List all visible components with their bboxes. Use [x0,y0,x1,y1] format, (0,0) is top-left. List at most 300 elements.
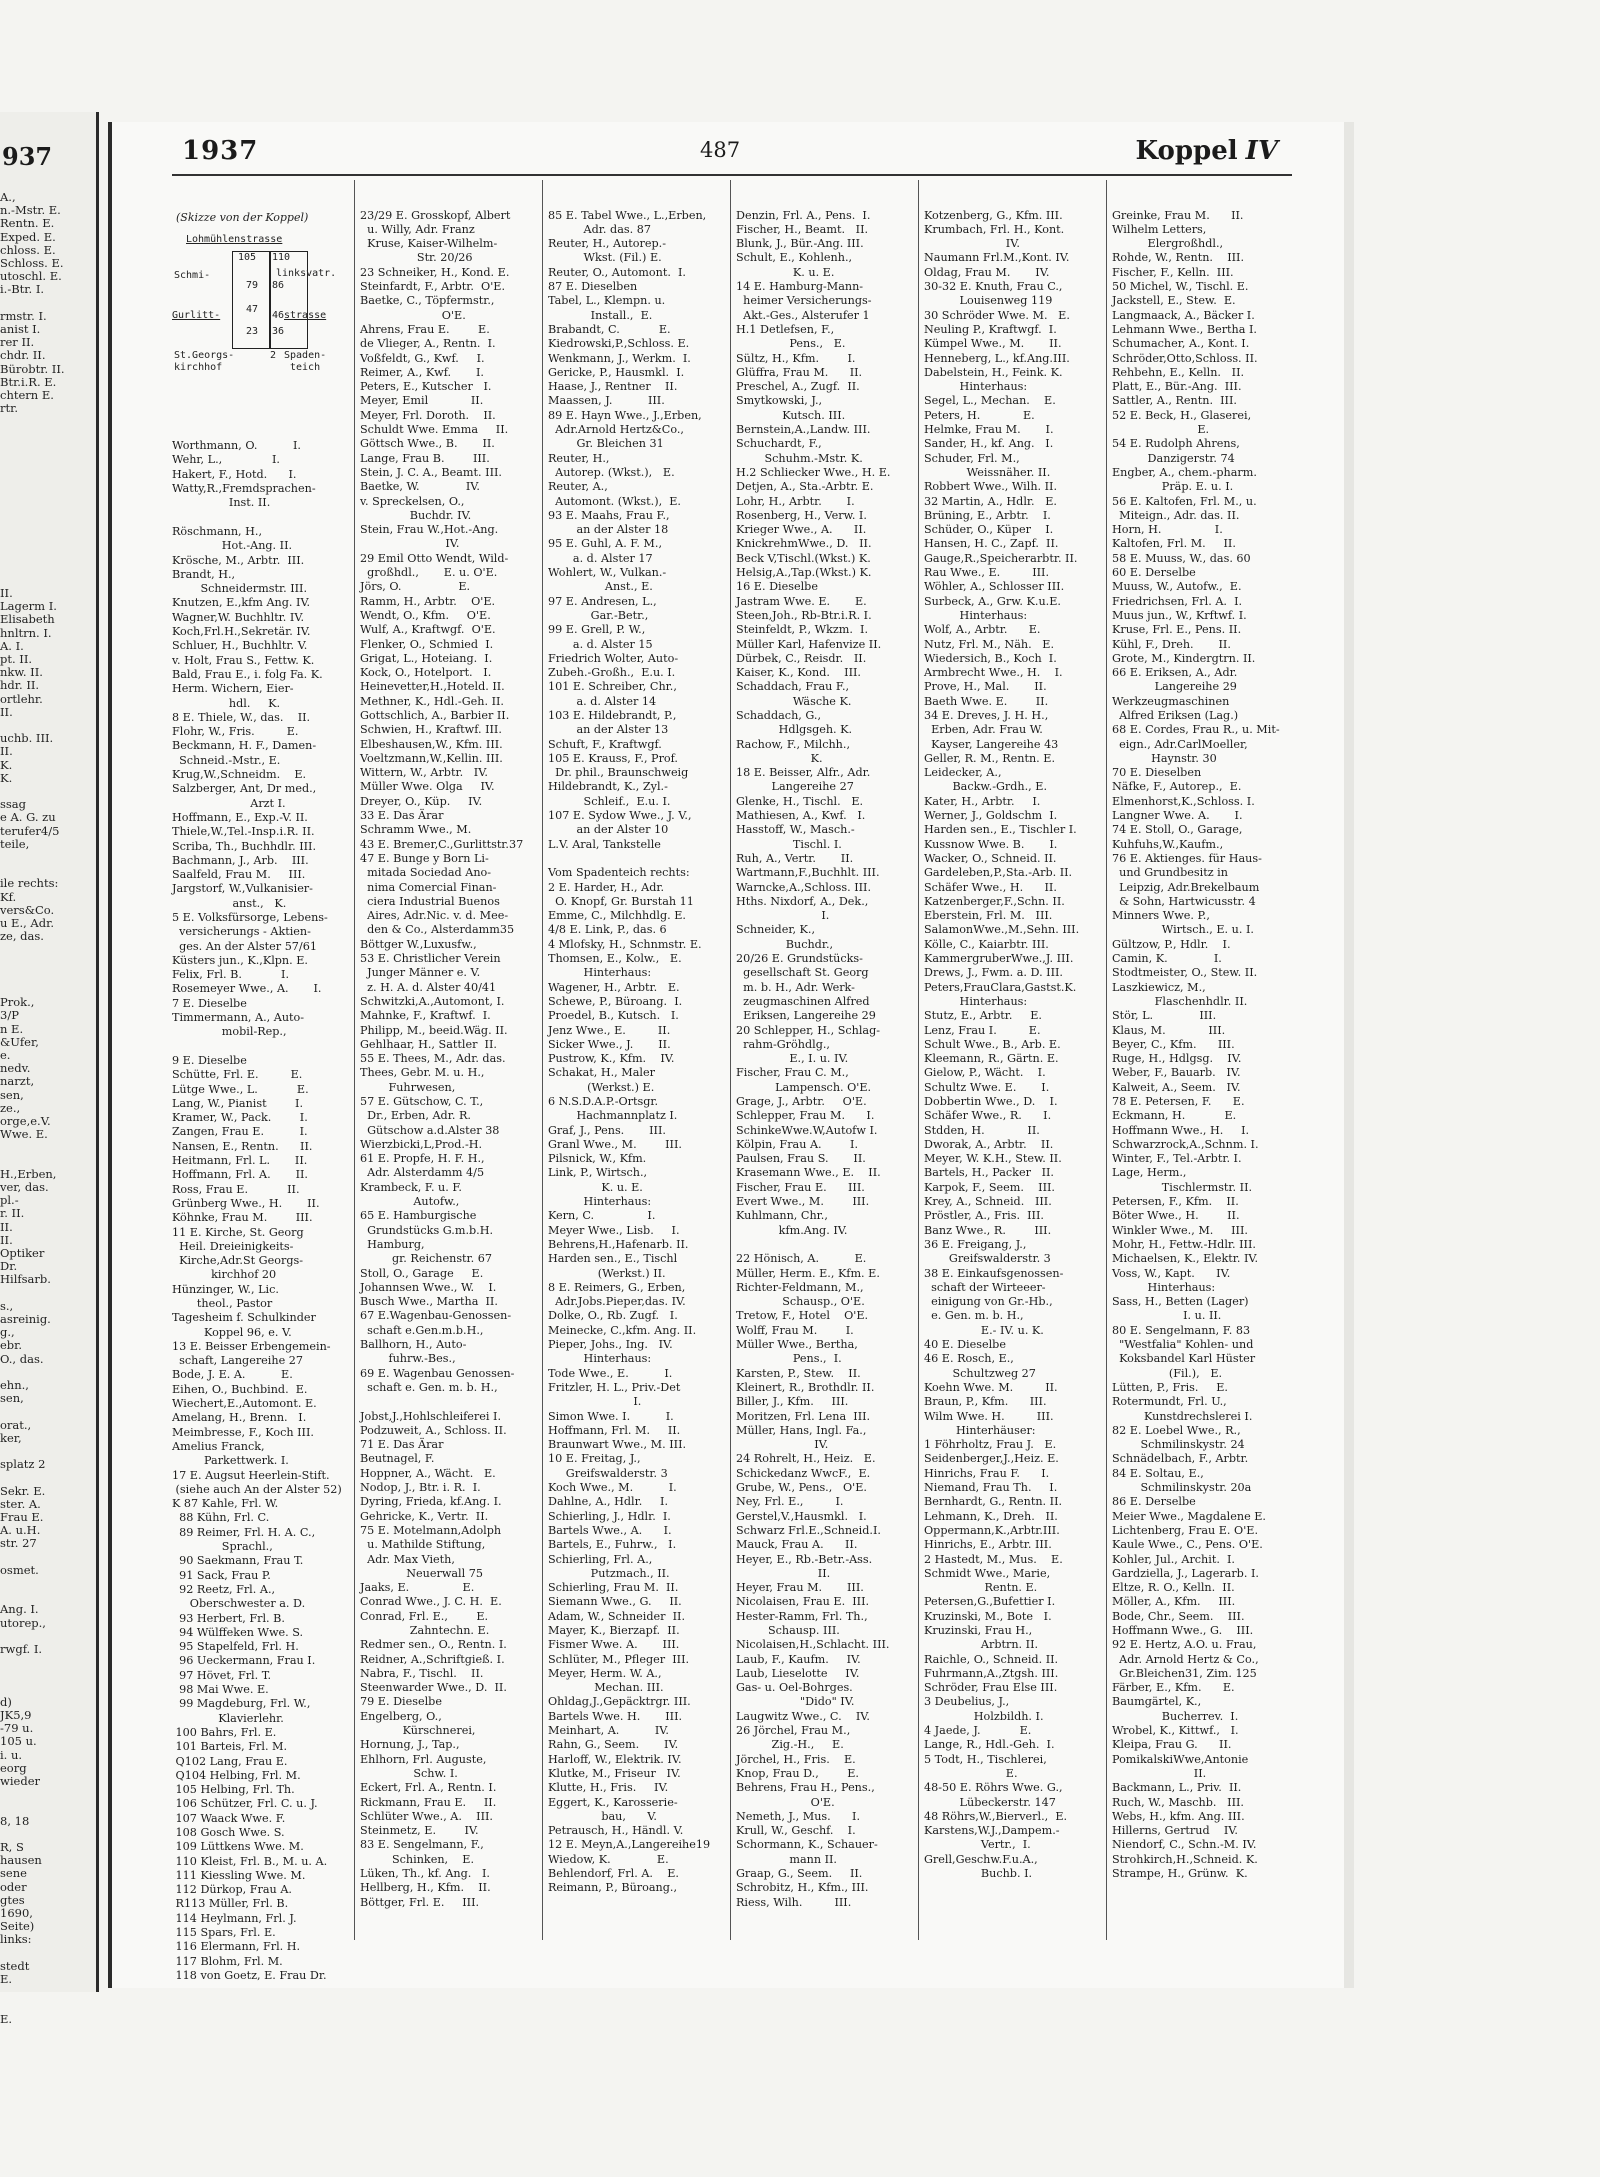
directory-line: 85 E. Tabel Wwe., L.,Erben, [548,208,707,222]
directory-line: Richter-Feldmann, M., [736,1280,864,1294]
directory-line: Heil. Dreieinigkeits- [172,1239,294,1253]
directory-line: bau, V. [548,1809,657,1823]
left-page-line: hausen [0,1853,42,1868]
directory-line: Graf, J., Pens. III. [548,1123,666,1137]
directory-line: Wittern, W., Arbtr. IV. [360,766,488,780]
directory-line: Hinterhaus: [548,966,652,980]
directory-line: Grage, J., Arbtr. O'E. [736,1095,867,1108]
directory-line: u. Willy, Adr. Franz [360,222,475,236]
directory-line: Reidner, A.,Schriftgieß. I. [360,1652,505,1666]
left-page-line: Seite) [0,1919,35,1934]
left-page-line: K. [0,770,13,785]
directory-line: Klutke, M., Friseur IV. [548,1766,681,1780]
column-divider [1106,180,1107,1940]
directory-line: Podzuweit, A., Schloss. II. [360,1423,507,1437]
directory-line: Müller, Herm. E., Kfm. E. [736,1266,880,1280]
directory-line: Reuter, A., [548,480,608,494]
directory-line: Wulf, A., Kraftwgf. O'E. [360,623,496,637]
map-label-schmi: Schmi- [174,269,211,281]
directory-line: schaft e. Gen. m. b. H., [360,1380,498,1394]
directory-line: Behlendorf, Frl. A. E. [548,1867,679,1881]
directory-line: Vom Spadenteich rechts: [548,866,690,880]
directory-line: Dyring, Frieda, kf.Ang. I. [360,1495,502,1509]
directory-line: Schierling, Frau M. II. [548,1581,679,1595]
directory-line: Pröstler, A., Fris. III. [924,1209,1044,1223]
directory-line: Koch,Frl.H.,Sekretär. IV. [172,625,311,639]
directory-line: Tischl. I. [736,837,842,851]
directory-line: Hinterhäuser: [924,1423,1036,1437]
directory-line: 110 Kleist, Frl. B., M. u. A. [172,1854,328,1868]
directory-line: Kaiser, K., Kond. III. [736,666,861,680]
directory-line: Gielow, P., Wächt. I. [924,1066,1046,1080]
directory-line: Gericke, P., Hausmkl. I. [548,365,685,379]
directory-line: 50 Michel, W., Tischl. E. [1112,280,1249,294]
directory-line: Rachow, F., Milchh., [736,737,851,751]
directory-line: Thiele,W.,Tel.-Insp.i.R. II. [172,825,315,839]
left-page-line: pt. II. [0,652,33,666]
directory-line: zeugmaschinen Alfred [736,994,870,1008]
directory-line: Kotzenberg, G., Kfm. III. [924,208,1063,222]
directory-line: Tretow, F., Hotel O'E. [736,1309,869,1323]
directory-line: 4 Mlofsky, H., Schnmstr. E. [548,937,702,951]
directory-line: Ross, Frau E. II. [172,1182,300,1196]
directory-line: Schumacher, A., Kont. I. [1112,337,1250,351]
directory-line: Platt, E., Bür.-Ang. III. [1112,380,1242,394]
directory-line: Granl Wwe., M. III. [548,1137,682,1151]
directory-line: 11 E. Kirche, St. Georg [172,1225,304,1239]
directory-line: Hinrichs, Frau F. I. [924,1466,1050,1480]
page-heading [1136,136,1279,166]
directory-line: "Dido" IV. [736,1695,855,1709]
left-page-line: Optiker [0,1246,45,1260]
directory-line: (siehe auch An der Alster 52) [172,1482,342,1496]
page-number: 487 [700,138,741,162]
directory-line: Fischer, Frau C. M., [736,1066,849,1080]
directory-line: Greinke, Frau M. II. [1112,208,1244,222]
directory-line: Sander, H., kf. Ang. I. [924,437,1054,451]
directory-line: 4/8 E. Link, P., das. 6 [548,923,667,937]
left-page-line: narzt, [0,1074,35,1089]
left-page-line: &Ufer, [0,1034,39,1049]
column-3 [548,180,724,1940]
directory-line: Wöhler, A., Schlosser III. [924,580,1065,594]
directory-line: 92 Reetz, Frl. A., [172,1582,276,1596]
directory-line: Hünzinger, W., Lic. [172,1282,279,1296]
directory-line: Eihen, O., Buchbind. E. [172,1382,308,1396]
directory-line: 46 E. Rosch, E., [924,1352,1014,1366]
directory-line: Kaltofen, Frl. M. II. [1112,537,1236,551]
directory-line: 71 E. Das Ärar [360,1438,444,1452]
directory-line: Zubeh.-Großh., E.u. I. [548,666,676,680]
directory-line: Gr. Bleichen 31 [548,437,664,451]
directory-line: 112 Dürkop, Frau A. [172,1883,292,1897]
directory-line: Naumann Frl.M.,Kont. IV. [924,251,1070,265]
directory-line: Pieper, Johs., Ing. IV. [548,1338,673,1352]
directory-line: Bode, Chr., Seem. III. [1112,1609,1245,1623]
directory-line: Klutte, H., Fris. IV. [548,1781,669,1795]
directory-line: 91 Sack, Frau P. [172,1568,271,1582]
directory-line: Dabelstein, H., Feink. K. [924,365,1063,379]
directory-line: 67 E.Wagenbau-Genossen- [360,1309,512,1323]
directory-line: 6 N.S.D.A.P.-Ortsgr. [548,1095,659,1108]
directory-line: Wiedersich, B., Koch I. [924,651,1057,665]
directory-line: Kaule Wwe., C., Pens. O'E. [1112,1538,1263,1552]
directory-line: Wolff, Frau M. I. [736,1323,854,1337]
left-page-line: r. II. [0,1206,25,1221]
column-3-lines [548,209,724,1896]
directory-line: Ruge, H., Hdlgsg. IV. [1112,1052,1242,1066]
directory-line: Schultz Wwe. E. I. [924,1080,1050,1094]
directory-line: Eberstein, Frl. M. III. [924,909,1053,923]
directory-line: Schlüter, M., Pfleger III. [548,1652,690,1666]
left-page-line: i. u. [0,1747,23,1762]
directory-line: Rentn. E. [924,1581,1038,1595]
directory-line: Wagener, H., Arbtr. E. [548,980,680,994]
directory-line: 107 Waack Wwe. F. [172,1811,286,1825]
directory-line: Oppermann,K.,Arbtr.III. [924,1523,1060,1537]
left-page-line: sen, [0,1087,24,1102]
directory-line: 86 E. Derselbe [1112,1495,1196,1509]
directory-line: Rotermundt, Frl. U., [1112,1395,1227,1409]
directory-line: Böttger, Frl. E. III. [360,1895,480,1909]
directory-line: Lange, R., Hdl.-Geh. I. [924,1738,1055,1752]
directory-line: 69 E. Wagenbau Genossen- [360,1366,515,1380]
directory-line: 99 Magdeburg, Frl. W., [172,1697,311,1711]
left-page-line: A., [0,190,16,204]
directory-line: Ruch, W., Maschb. III. [1112,1795,1244,1809]
directory-line: Buchdr., [736,937,834,951]
directory-line: Strampe, H., Grünw. K. [1112,1867,1248,1881]
directory-line: Gardeleben,P.,Sta.-Arb. II. [924,866,1073,880]
directory-line: 29 Emil Otto Wendt, Wild- [360,551,509,565]
directory-line: m. b. H., Adr. Werk- [736,980,855,994]
directory-line: Hinterhaus: [548,1352,652,1366]
page-heading-numeral: IV [1245,136,1278,166]
directory-page [108,122,1348,1988]
directory-line: 80 E. Sengelmann, F. 83 [1112,1323,1251,1337]
directory-line: Robbert Wwe., Wilh. II. [924,480,1058,494]
directory-line: Schröder, Frau Else III. [924,1681,1058,1695]
directory-line: Schmilinskystr. 20a [1112,1481,1252,1495]
directory-line: Tabel, L., Klempn. u. [548,294,666,308]
directory-line: Holzbildh. I. [924,1709,1044,1723]
directory-line: Meyer, W. K.H., Stew. II. [924,1152,1062,1166]
directory-line: Langereihe 27 [736,780,854,794]
directory-line: de Vlieger, A., Rentn. I. [360,337,496,351]
directory-line: Greifswalderstr. 3 [924,1252,1051,1266]
directory-line: Schlüter Wwe., A. III. [360,1809,493,1823]
directory-line: Hths. Nixdorf, A., Dek., [736,894,869,908]
directory-line: Heyer, E., Rb.-Betr.-Ass. [736,1552,873,1566]
directory-line: Schult Wwe., B., Arb. E. [924,1037,1061,1051]
directory-line: gesellschaft St. Georg [736,966,869,980]
left-page-line: hnltrn. I. [0,625,52,640]
directory-line: Kleemann, R., Gärtn. E. [924,1052,1059,1066]
directory-line: Schuhm.-Mstr. K. [736,451,863,465]
directory-line: Stdden, H. II. [924,1123,1040,1137]
page-edge-shadow [1344,122,1354,1988]
left-page-line: nedv. [0,1061,31,1076]
directory-line: Krumbach, Frl. H., Kont. [924,222,1065,236]
map-label-23: 23 [246,325,259,337]
directory-line: Kater, H., Arbtr. I. [924,794,1041,808]
map-label-47: 47 [246,303,259,315]
directory-line: Grote, M., Kindergtrn. II. [1112,651,1256,665]
directory-line: Watty,R.,Fremdsprachen- [172,482,316,496]
directory-line: Reuter, H., Autorep.- [548,237,667,251]
directory-line: Bode, J. E. A. E. [172,1368,293,1382]
directory-line: 68 E. Cordes, Frau R., u. Mit- [1112,723,1280,737]
directory-line: Gerstel,V.,Hausmkl. I. [736,1509,867,1523]
directory-line: Peters,FrauClara,Gastst.K. [924,980,1077,994]
directory-line: I. u. II. [1112,1309,1222,1323]
koppel-sketch-map [172,211,337,403]
directory-line: Schramm Wwe., M. [360,823,472,837]
left-page-line: ortlehr. [0,691,43,706]
map-label-gurlitt: Gurlitt- [172,309,221,321]
directory-line: Meyer, Herm. W. A., [548,1666,662,1680]
directory-line: K. u. E. [736,265,835,279]
directory-line: Petrausch, H., Händl. V. [548,1824,684,1838]
left-page-line: -79 u. [0,1721,34,1736]
directory-line: Emme, C., Milchhdlg. E. [548,909,686,923]
directory-line: Reuter, H., [548,451,610,465]
directory-line: Wirtsch., E. u. I. [1112,923,1254,937]
directory-line: Harloff, W., Elektrik. IV. [548,1752,682,1766]
directory-line: Wolf, A., Arbtr. E. [924,623,1041,637]
directory-line: Schluer, H., Buchhltr. V. [172,639,308,653]
directory-columns [172,180,1292,1982]
directory-line: Hinterhaus: [924,380,1028,394]
left-page-line: Elisabeth [0,612,55,627]
directory-line: Bucherrev. I. [1112,1709,1239,1723]
directory-line: Bartels, H., Packer II. [924,1166,1054,1180]
directory-line: Maassen, J. III. [548,394,665,408]
directory-line: Jörchel, H., Fris. E. [736,1752,856,1766]
directory-line: Klavierlehr. [172,1711,284,1725]
directory-line: mann II. [736,1852,837,1866]
directory-line: Kramer, W., Pack. I. [172,1111,308,1125]
left-page-line: str. 27 [0,1536,37,1551]
directory-line: Kölle, C., Kaiarbtr. III. [924,937,1049,951]
directory-line: Dr., Erben, Adr. R. [360,1109,471,1123]
directory-line: Jenz Wwe., E. II. [548,1023,671,1037]
directory-line: Krieger Wwe., A. II. [736,523,867,537]
directory-line: 47 E. Bunge y Born Li- [360,851,489,865]
directory-line: 34 E. Dreves, J. H. H., [924,708,1049,722]
directory-line: Grigat, L., Hoteiang. I. [360,651,493,665]
directory-line: Adr. Arnold Hertz & Co., [1112,1652,1259,1666]
directory-line: 16 E. Dieselbe [736,580,818,594]
directory-line: Wenkmann, J., Werkm. I. [548,351,691,365]
directory-line: Geller, R. M., Rentn. E. [924,751,1056,765]
directory-line: kfm.Ang. IV. [736,1223,848,1237]
directory-line: Graap, G., Seem. II. [736,1867,863,1881]
directory-line: 48 Röhrs,W.,Bierverl., E. [924,1809,1068,1823]
directory-line: Wiechert,E.,Automont. E. [172,1397,317,1411]
directory-line: Hinterhaus: [548,1195,652,1209]
directory-line: 88 Kühn, Frl. C. [172,1511,270,1525]
directory-line: O. Knopf, Gr. Burstah 11 [548,894,694,908]
directory-line: Buchdr. IV. [360,508,472,522]
directory-line: Voeltzmann,W.,Kellin. III. [360,751,503,765]
left-page-line: ile rechts: [0,876,59,891]
directory-line: 4 Jaede, J. E. [924,1724,1032,1738]
directory-line: 43 E. Bremer,C.,Gurlittstr.37 [360,837,524,851]
directory-line: Karsten, P., Stew. II. [736,1366,861,1380]
directory-line: Lohr, H., Arbtr. I. [736,494,855,508]
directory-line: Hoffmann Wwe., H. I. [1112,1123,1250,1137]
directory-line: Arzt I. [172,796,286,810]
directory-line: H.1 Detlefsen, F., [736,322,835,336]
directory-line: Flenker, O., Schmied I. [360,637,494,651]
directory-line: Philipp, M., beeid.Wäg. II. [360,1023,508,1037]
directory-line: Elbeshausen,W., Kfm. III. [360,737,503,751]
directory-line: 57 E. Gütschow, C. T., [360,1095,484,1108]
directory-line: Str. 20/26 [360,251,473,265]
directory-line: Lampensch. O'E. [736,1080,872,1094]
directory-line: Meyer, Frl. Doroth. II. [360,408,496,422]
left-page-line: Exped. E. [0,229,56,244]
left-page-year: 937 [2,142,53,171]
directory-line: 10 E. Freitag, J., [548,1452,641,1466]
directory-line: SchinkeWwe.W,Autofw I. [736,1123,878,1137]
left-page-line: II. [0,744,13,759]
directory-line: Krasemann Wwe., E. II. [736,1166,881,1180]
column-divider [542,180,543,1940]
directory-line: 89 Reimer, Frl. H. A. C., [172,1525,316,1539]
directory-line: Baetke, W. IV. [360,480,480,494]
directory-line: 76 E. Aktienges. für Haus- [1112,851,1262,865]
directory-line: Hachmannplatz I. [548,1109,678,1123]
left-page-line: Bürobtr. II. [0,361,65,376]
directory-line: Conrad, Frl. E., E. [360,1609,489,1623]
directory-line: Amelang, H., Brenn. I. [172,1411,307,1425]
directory-line: 105 Helbing, Frl. Th. [172,1783,295,1797]
directory-line: Harden sen., E., Tischl [548,1252,678,1266]
directory-line: 117 Blohm, Frl. M. [172,1954,283,1968]
directory-line: Grünberg Wwe., H. II. [172,1196,320,1210]
directory-line: Adr. Max Vieth, [360,1552,455,1566]
left-page-line: asreinig. [0,1312,51,1326]
left-page-line: s., [0,1298,14,1313]
directory-line: Simon Wwe. I. I. [548,1409,674,1423]
directory-line: Ney, Frl. E., I. [736,1495,844,1509]
directory-line: Redmer sen., O., Rentn. I. [360,1638,507,1652]
directory-line: Kiedrowski,P.,Schloss. E. [548,337,690,351]
directory-line: Steinmetz, E. IV. [360,1824,479,1838]
left-page-line: senе [0,1866,27,1881]
directory-line: Steen,Joh., Rb-Btr.i.R. I. [736,608,872,622]
directory-line: Kussnow Wwe. B. I. [924,837,1058,851]
directory-line: Vertr., I. [924,1838,1031,1852]
directory-line: Timmermann, A., Auto- [172,1011,305,1025]
left-page-line: links: [0,1932,32,1947]
directory-line: KnickrehmWwe., D. II. [736,537,872,551]
directory-line: Krey, A., Schneid. III. [924,1195,1052,1209]
directory-line: Hoffmann, Frl. A. II. [172,1168,308,1182]
directory-line: Fritzler, H. L., Priv.-Det [548,1380,681,1394]
directory-line: Wrobel, K., Kittwf., I. [1112,1724,1239,1738]
directory-line: ciera Industrial Buenos [360,894,500,908]
directory-line: Beutnagel, F. [360,1452,435,1466]
directory-line: Schuft, F., Kraftwgf. [548,737,662,751]
directory-line: Mathiesen, A., Kwf. I. [736,809,866,823]
directory-line: Ohldag,J.,Gepäcktrgr. III. [548,1695,691,1709]
directory-line: 118 von Goetz, E. Frau Dr. [172,1968,327,1982]
directory-line: 95 E. Guhl, A. F. M., [548,537,662,551]
directory-line: a. d. Alster 17 [548,551,653,565]
map-label-lohmuehlenstrasse: Lohmühlenstrasse [186,233,283,245]
directory-line: Lüken, Th., kf. Ang. I. [360,1867,490,1881]
directory-line: Karpok, F., Seem. III. [924,1180,1055,1194]
directory-line: 94 Wülffeken Wwe. S. [172,1625,304,1639]
directory-line: Neuerwall 75 [360,1566,484,1580]
directory-line: Schneidermstr. III. [172,582,308,596]
directory-line: Jaaks, E. E. [360,1581,475,1595]
directory-line: Fischer, Frau E. III. [736,1180,865,1194]
directory-line: Dr. phil., Braunschweig [548,766,689,780]
directory-line: Scriba, Th., Buchhdlr. III. [172,839,317,853]
left-page-line: E. [0,1972,13,1986]
directory-line: Schuldt Wwe. Emma II. [360,423,509,437]
left-page-line: Kf. [0,889,17,904]
left-page-line: II. [0,1232,13,1247]
directory-line: E., I. u. IV. [736,1052,849,1066]
directory-line: Müller, Hans, Ingl. Fa., [736,1423,867,1437]
left-page-line: n.-Mstr. E. [0,203,61,218]
directory-line: Mechan. III. [548,1681,664,1695]
map-label-105: 105 [238,251,257,263]
directory-line: Q104 Helbing, Frl. M. [172,1768,301,1782]
directory-line: Meyer, Emil II. [360,394,484,408]
directory-line: Aires, Adr.Nic. v. d. Mee- [360,909,509,923]
directory-line: Leidecker, A., [924,766,1002,780]
directory-line: Kleinert, R., Brothdlr. II. [736,1380,875,1394]
directory-line: 116 Elermann, Frl. H. [172,1940,301,1954]
directory-line: Peters, H. E. [924,408,1035,422]
directory-line: Koppel 96, e. V. [172,1325,292,1339]
left-page-line: vers&Co. [0,902,55,917]
directory-line: Hinterhaus: [1112,1280,1216,1294]
directory-line: Meinecke, C.,kfm. Ang. II. [548,1323,697,1337]
directory-line: Lütge Wwe., L. E. [172,1082,309,1096]
directory-line: Dolke, O., Rb. Zugf. I. [548,1309,678,1323]
directory-line: 87 E. Dieselben [548,280,638,294]
directory-line: Lehmann Wwe., Bertha I. [1112,322,1257,336]
directory-line: Schäfer Wwe., H. II. [924,880,1057,894]
directory-line: Eckmann, H. E. [1112,1109,1237,1123]
directory-line: Evert Wwe., M. III. [736,1195,870,1209]
directory-line: schaft e.Gen.m.b.H., [360,1323,484,1337]
directory-line: 97 E. Andresen, L., [548,594,657,608]
directory-line: a. d. Alster 14 [548,694,657,708]
directory-line: K. u. E. [548,1180,643,1194]
directory-line: Heyer, Frau M. III. [736,1581,864,1595]
left-page-line: Ang. I. [0,1602,39,1617]
directory-line: 61 E. Propfe, H. F. H., [360,1152,485,1166]
directory-line: Schmilinskystr. 24 [1112,1438,1245,1452]
directory-line: Wehr, L., I. [172,453,280,467]
left-page-line: Btr.i.R. E. [0,374,57,389]
directory-line: Hansen, H. C., Zapf. II. [924,537,1059,551]
map-label-st-georgs: St.Georgs- [174,349,235,361]
left-page-line: Hilfsarb. [0,1272,51,1287]
directory-line: Schinken, E. [360,1852,475,1866]
left-page-line: Rentn. E. [0,216,55,231]
directory-line: 24 Rohrelt, H., Heiz. E. [736,1452,876,1466]
directory-line: 60 E. Derselbe [1112,566,1196,580]
